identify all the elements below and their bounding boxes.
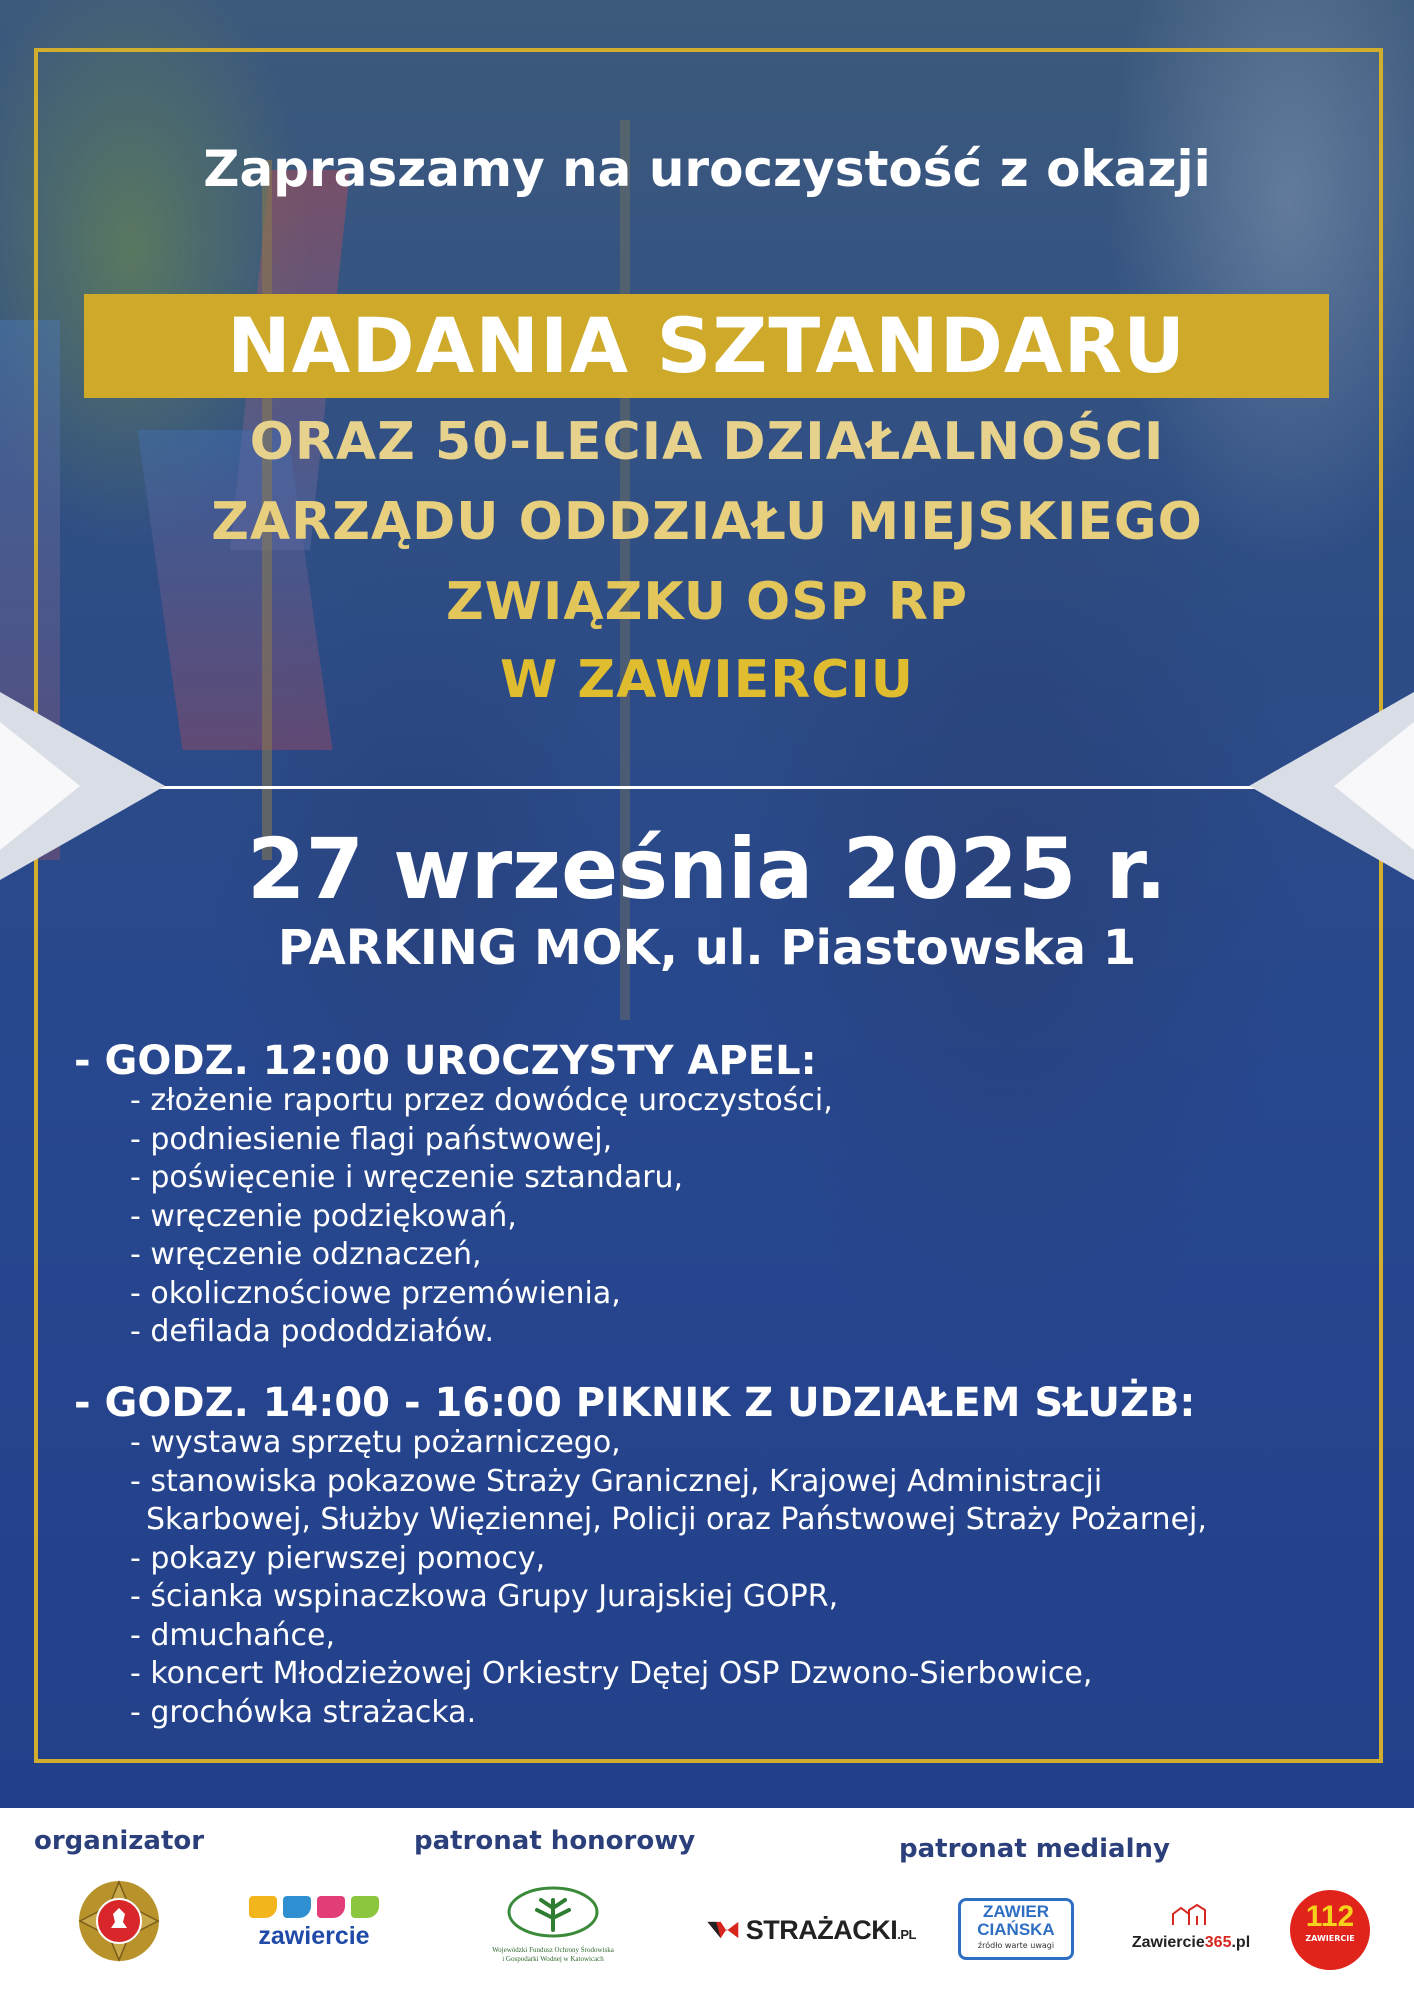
- media-patronage-label: patronat medialny: [899, 1834, 1170, 1864]
- subtitle-line: W ZAWIERCIU: [499, 650, 915, 710]
- subtitle-line: ZARZĄDU ODDZIAŁU MIEJSKIEGO: [211, 492, 1203, 552]
- osp-emblem-icon: [74, 1876, 164, 1966]
- leaf-icon: [505, 1886, 601, 1938]
- strazacki-flame-icon: [706, 1915, 740, 1945]
- event-date: 27 września 2025 r.: [247, 820, 1167, 918]
- logo-block: [317, 1896, 345, 1918]
- list-item: - okolicznościowe przemówienia,: [130, 1275, 621, 1311]
- main-title-banner: NADANIA SZTANDARU: [84, 294, 1329, 398]
- divider-line: [0, 786, 1414, 789]
- list-item: - ścianka wspinaczkowa Grupy Jurajskiej GOPR,: [130, 1579, 839, 1614]
- logo-block: [351, 1896, 379, 1918]
- list-item: - dmuchańce,: [130, 1617, 336, 1653]
- zawiercianska-logo: [958, 1898, 1074, 1960]
- strazacki-logo-text: [746, 1915, 916, 1946]
- invitation-intro: Zapraszamy na uroczystość z okazji: [203, 140, 1211, 198]
- schedule-heading-apel: - GODZ. 12:00 UROCZYSTY APEL:: [74, 1038, 817, 1084]
- list-item: - stanowiska pokazowe Straży Granicznej, Krajowej Administracji: [130, 1463, 1103, 1499]
- logo-block: [283, 1896, 311, 1918]
- zawiercianska-tagline: źródło warte uwagi: [977, 1941, 1055, 1950]
- list-item: - grochówka strażacka.: [130, 1694, 477, 1730]
- zawiercie-logo: [248, 1896, 380, 1962]
- subtitle-line: ZWIĄZKU OSP RP: [445, 572, 969, 632]
- strazacki-suffix: .PL: [897, 1926, 916, 1942]
- 112-number: 112: [1305, 1900, 1355, 1933]
- building-icon: [1171, 1904, 1211, 1926]
- strazacki-logo: [706, 1912, 916, 1948]
- subtitle-line: ORAZ 50-LECIA DZIAŁALNOŚCI: [249, 412, 1165, 472]
- list-item: - koncert Młodzieżowej Orkiestry Dętej OSP Dzwono-Sierbowice,: [130, 1656, 1093, 1691]
- schedule-list-piknik: [130, 1424, 1207, 1732]
- list-item: - pokazy pierwszej pomocy,: [130, 1540, 546, 1576]
- list-item: - podniesienie flagi państwowej,: [130, 1121, 613, 1157]
- z365-name: Zawiercie: [1131, 1934, 1205, 1951]
- zawiercianska-text: CIAŃSKA: [977, 1920, 1055, 1939]
- list-item: - wręczenie podziękowań,: [130, 1198, 517, 1234]
- list-item: - złożenie raportu przez dowódcę uroczystości,: [130, 1083, 833, 1118]
- list-item: - wręczenie odznaczeń,: [130, 1237, 482, 1272]
- zawiercianska-text: ZAWIER: [982, 1902, 1050, 1921]
- list-item: Skarbowej, Służby Więziennej, Policji oraz Państwowej Straży Pożarnej,: [146, 1502, 1207, 1537]
- organizer-label: organizator: [34, 1826, 205, 1856]
- sponsors-footer: [0, 1808, 1414, 2000]
- event-location: PARKING MOK, ul. Piastowska 1: [277, 920, 1137, 976]
- 112-text: ZAWIERCIE: [1305, 1934, 1355, 1943]
- wfos-logo: [468, 1886, 638, 1976]
- schedule-list-apel: [130, 1082, 833, 1352]
- list-item: - wystawa sprzętu pożarniczego,: [130, 1425, 621, 1460]
- zawiercie-logo-text: zawiercie: [258, 1922, 370, 1950]
- strazacki-name: STRAŻACKI: [745, 1914, 898, 1945]
- z365-number: 365: [1204, 1934, 1232, 1951]
- wfos-text: i Gospodarki Wodnej w Katowicach: [502, 1955, 604, 1963]
- schedule-heading-piknik: - GODZ. 14:00 - 16:00 PIKNIK Z UDZIAŁEM SŁUŻB:: [74, 1380, 1196, 1426]
- zawiercie365-logo: [1126, 1904, 1256, 1954]
- z365-suffix: .pl: [1231, 1934, 1251, 1951]
- list-item: - poświęcenie i wręczenie sztandaru,: [130, 1160, 684, 1195]
- zawiercie112-logo: [1290, 1890, 1370, 1970]
- wfos-text: Wojewódzki Fundusz Ochrony Środowiska: [492, 1946, 614, 1954]
- zawiercie365-text: [1126, 1934, 1256, 1952]
- list-item: - defilada pododdziałów.: [130, 1314, 494, 1349]
- logo-block: [249, 1896, 277, 1918]
- honorary-patronage-label: patronat honorowy: [414, 1826, 696, 1856]
